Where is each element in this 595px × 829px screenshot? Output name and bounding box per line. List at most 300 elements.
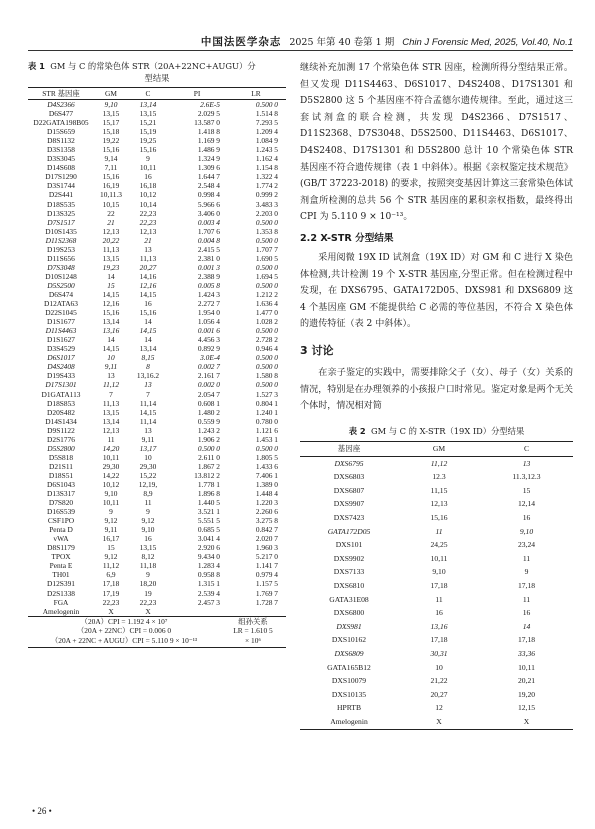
cell-gm: 10 [435,662,443,672]
cell-lr: 0.500 0 [255,443,278,453]
table-row [28,498,286,507]
cell-lr: 1.707 7 [255,244,278,254]
cell-locus: DXS9907 [333,499,365,509]
cell-pi: 1.867 2 [197,461,220,471]
lr-value: LR = 1.610 5 [233,626,273,636]
cell-lr: 1.805 5 [255,452,278,462]
table2-col-c: C [480,441,573,456]
cell-gm: 15 [107,280,115,290]
table1-footer-lr [220,617,286,646]
cell-locus: D20S482 [47,407,75,417]
cell-pi: 2.920 6 [197,543,220,553]
table-row [300,674,573,688]
cell-locus: D3S3045 [47,154,75,164]
cell-locus: GATA172D05 [327,526,371,536]
cell-locus: D1GATA113 [41,389,81,399]
cell-c: 8,12 [141,552,155,562]
cell-lr: 1.028 2 [255,317,278,327]
cell-gm: 16,19 [102,181,120,191]
cell-locus: D1S1627 [47,335,75,345]
cell-pi: 0.002 7 [197,362,220,372]
cell-gm: 9,11 [104,525,118,535]
cell-gm: 11,12 [102,380,120,390]
cell-c: 7 [146,389,150,399]
table1-col-gm: GM [94,88,128,100]
cell-pi: 4.456 3 [197,335,220,345]
cell-pi: 0.958 8 [197,570,220,580]
cell-gm: X [398,715,480,729]
cell-locus: D18S535 [47,199,75,209]
table-row [300,565,573,579]
table2-label: 表 2 [348,425,366,436]
cell-locus: D16S539 [47,507,75,517]
cell-c: 19 [144,588,152,598]
cell-locus: D4S2408 [47,362,75,372]
table-row [300,620,573,634]
table-row [300,661,573,675]
cell-locus: DXS6809 [334,649,364,658]
cell-locus: DXS6807 [333,485,365,495]
cell-locus: D19S253 [47,244,75,254]
table1-col-c: C [128,88,168,100]
cell-c: 9,10 [141,525,155,535]
cell-lr: 0.500 0 [255,362,278,372]
cell-lr: 1.448 4 [255,489,278,499]
cell-lr: 1.728 7 [255,597,278,607]
cell-pi: 2.388 9 [197,271,220,281]
table-row [28,317,286,326]
cell-locus: D7S3048 [47,262,75,272]
cell-c: 15,16 [139,145,157,155]
cell-locus: D1S1677 [47,317,75,327]
table1-body [28,100,286,617]
cell-gm: 11 [107,434,115,444]
cell-gm: 15,16 [102,145,120,155]
cell-locus: Penta D [49,525,73,535]
cell-lr: 0.979 4 [255,570,278,580]
cell-c: 13,15 [139,109,157,119]
table-row [300,606,573,620]
cell-lr: 1.243 5 [255,145,278,155]
table-row [28,471,286,480]
cell-c: 13,14 [139,100,157,109]
cell-pi: 1.315 1 [197,579,220,589]
cell-lr: 0.842 7 [255,525,278,535]
table-row [300,497,573,511]
cell-c: 11 [522,553,531,563]
table-row [28,344,286,353]
table-row [300,484,573,498]
table-row [28,570,286,579]
cell-gm: 14 [107,335,115,345]
table-row [28,136,286,145]
cell-c: 8,9 [143,489,153,499]
table1-caption-text: GM 与 C 的常染色体 STR（20A+22NC+AUGU）分 [50,61,256,71]
table-row [28,543,286,552]
cell-pi: 1.896 8 [197,489,220,499]
table-row [28,534,286,543]
cell-locus: DXS10162 [331,635,367,645]
table-row [28,172,286,181]
cell-c: 13,15 [139,543,157,553]
cell-locus: GATA165B12 [327,662,371,672]
table-row [28,426,286,435]
cell-gm: 12,13 [102,226,120,236]
table-row [28,561,286,570]
cell-gm: 6,9 [106,570,116,580]
subsection-heading-x-str: 2.2 X-STR 分型结果 [300,232,394,244]
table-row [300,633,573,647]
cell-locus: DXS7133 [333,567,365,577]
table-row [300,456,573,470]
cell-locus: D6S477 [48,109,74,119]
table-row [28,589,286,598]
cell-locus: D11S4463 [45,326,77,336]
cell-c: 33,36 [517,649,536,658]
cell-c: 16 [144,534,152,544]
cell-lr: 1.690 5 [255,253,278,263]
cell-gm: 10,11 [430,553,448,563]
table-row [28,371,286,380]
cell-c: 12,19, [138,479,158,489]
cell-lr: 1.157 5 [255,579,278,589]
table-row [28,399,286,408]
cell-c: X [128,607,168,617]
cell-locus: DXS101 [335,540,363,550]
cell-lr: 7.293 5 [255,118,278,128]
cell-gm: 19,22 [102,136,120,146]
table-row [28,290,286,299]
cell-c: 23,24 [517,540,536,550]
cell-gm: 9,12 [104,552,118,562]
cell-c: 10,12 [139,190,157,200]
table2-body [300,456,573,729]
cell-locus: D10S1248 [45,271,77,281]
table-row [28,308,286,317]
cell-c: 14,15 [139,407,157,417]
table-row [28,245,286,254]
cell-locus: FGA [53,597,69,607]
cell-c: 14,15 [139,289,157,299]
issue-cn: 2025 年第 40 卷第 1 期 [289,37,395,48]
cell-lr: 1.514 8 [255,109,278,119]
table-row [28,444,286,453]
cell-lr: 0.946 4 [255,344,278,354]
cell-c: 29,30 [139,461,157,471]
cell-lr: 5.217 0 [255,552,278,562]
cell-lr: 1.322 4 [255,172,278,182]
table2-caption [300,425,573,437]
table-row [28,127,286,136]
table1-footer-cpi [28,617,220,646]
cell-gm: 16,17 [102,534,120,544]
cell-c: 17,18 [517,635,536,645]
cell-c: 13,17 [139,443,157,453]
cell-lr: 1.477 0 [255,308,278,318]
cell-locus: D7S1517 [47,217,75,227]
cell-c: 8 [146,362,150,372]
cell-c: 12,14 [517,499,536,509]
cpi-20a-22nc: （20A + 22NC）CPI = 0.006 0 [76,626,172,636]
cell-locus: Penta E [49,561,73,571]
cell-locus: D21S11 [49,461,73,471]
cell-lr: 2.260 6 [255,507,278,517]
cell-lr: 0.500 0 [255,326,278,336]
cell-lr: 1.389 0 [255,479,278,489]
table-row [28,552,286,561]
cell-gm: 13,15 [102,407,120,417]
section-heading-discussion: 3 讨论 [300,343,334,357]
cell-lr: 3.275 8 [255,516,278,526]
cell-c: 11,14 [139,398,157,408]
cell-c: 21 [144,235,152,245]
cell-gm: 9,14 [104,154,118,164]
cell-lr: 0.500 0 [255,235,278,245]
cell-pi: 0.005 8 [197,280,220,290]
cell-pi: 0.002 0 [197,380,220,390]
cell-pi: 0.559 9 [197,416,220,426]
table-row [28,236,286,245]
cell-gm: 16 [435,608,443,618]
cell-c: 12,16 [139,280,157,290]
cell-gm: 7,11 [104,163,118,173]
cell-locus: DXS6800 [333,608,365,618]
cell-pi: 3.0E-4 [200,353,220,363]
cell-lr: 2.203 0 [255,208,278,218]
cell-c: 14,16 [139,271,157,281]
cell-gm: 14,15 [102,289,120,299]
cell-c: 20,27 [139,262,157,272]
cell-pi: 2.539 4 [197,588,220,598]
cell-c: 11,13 [139,253,157,263]
cell-pi: 1.056 4 [197,317,220,327]
cell-pi: 13.812 2 [194,470,220,480]
cell-lr: 1.353 8 [255,226,278,236]
cell-lr: 0.999 2 [255,190,278,200]
cell-c: 9,12 [141,516,155,526]
cell-locus: D10S1435 [45,226,77,236]
cell-locus: DXS6803 [333,472,365,482]
cell-pi: 3.521 1 [197,507,220,517]
cell-c: 17,18 [517,581,536,591]
cell-pi: 1.418 8 [197,127,220,137]
cell-c: 10,14 [139,199,157,209]
table2-caption-text: GM 与 C 的 X-STR（19X ID）分型结果 [370,425,525,436]
cell-c: 19,25 [139,136,157,146]
table-row [28,525,286,534]
cell-gm: 17,19 [102,588,120,598]
cell-pi: 0.001 6 [197,326,220,336]
cell-gm: 13,16 [430,621,448,631]
table-row [28,579,286,588]
cell-gm: 11,13 [102,244,120,254]
cell-pi: 2.457 3 [197,597,220,607]
cell-pi: 2.272 7 [197,299,220,309]
table-row [28,190,286,199]
cell-lr: 1.580 8 [255,371,278,381]
cell-lr: 1.240 1 [255,407,278,417]
cell-gm: 9,10 [104,489,118,499]
table-row [300,688,573,702]
cell-pi: 1.169 9 [197,136,220,146]
cell-lr: 3.483 3 [255,199,278,209]
table1-footer [28,617,286,649]
cell-locus: D3S4529 [47,344,75,354]
cell-pi: 0.608 1 [197,398,220,408]
cell-c: 9 [146,570,150,580]
cell-locus: DXS6795 [334,458,364,468]
cell-pi: 0.892 9 [197,344,220,354]
cell-locus: D12S391 [47,579,75,589]
cell-c: 14 [144,317,152,327]
cell-lr: 0.500 0 [255,217,278,227]
cell-lr: 1.162 4 [255,154,278,164]
cell-pi: 1.424 3 [197,289,220,299]
cell-pi: 1.778 1 [197,479,220,489]
cell-gm: 9,10 [104,100,118,109]
cell-locus: DXS6810 [333,581,365,591]
table-row [28,218,286,227]
paragraph-discussion: 在亲子鉴定的实践中，需要排除父子（女）、母子（女）关系的情况，特别是在办理领养的小孩报户口时常见。鉴定对象是两个无关个体时，情况相对简 [300,367,573,412]
cell-gm: 13,15 [102,253,120,263]
cell-gm: 9,10 [432,567,446,577]
cell-pi: 2.029 5 [197,109,220,119]
table-row [28,607,286,617]
cell-c: 13 [144,380,152,390]
cell-locus: D13S325 [47,208,75,218]
cell-lr: 1.769 7 [255,588,278,598]
cell-c: 8,15 [141,353,155,363]
cell-c: 9 [146,154,150,164]
cell-pi: 5.551 5 [197,516,220,526]
cell-c: 11 [144,498,152,508]
table1-header-row [28,88,286,100]
cell-lr: 1.433 6 [255,461,278,471]
cell-pi: 1.324 9 [197,154,220,164]
table1 [28,87,286,617]
cell-gm: 11,15 [430,485,448,495]
table-row [28,380,286,389]
paragraph-continued: 继续补充加测 17 个常染色体 STR 因座，检测所得分型结果正常。但又发现 D11S4463、D6S1017、D4S2408、D17S1301 和 D5S2800 这 5 个基因座不符合孟德尔遗传规律。至此，通过这三套试剂盒的联合检测，共发现 D4S2366、D7S1517、D11S2368、D7S3048、D5S2500、D11S4463、D6S1017、D4S2408、D17S1301 和 D5S2800 总计 10 个常染色体 STR 基因座不符合遗传规律（表 1 中斜体）。根据《亲权鉴定技术规范》(GB/T 37223-2018) 的要求，按照突变基因计算这三套常染色体试剂盒所检测的总共 56 个 STR 基因座的累积亲权指数，最终得出 CPI 为 5.110 9 × 10⁻¹³。 [300,63,573,223]
cell-locus: D6S474 [48,289,74,299]
cell-pi: 1.480 2 [197,407,220,417]
cell-lr: 0.500 0 [255,280,278,290]
cell-c: 15,21 [139,118,157,128]
cell-locus: D8S1179 [47,543,75,553]
table-row [300,470,573,484]
cell-gm: 12,13 [430,499,448,509]
cell-c: 16,18 [139,181,157,191]
cell-gm: 11 [435,594,443,604]
cell-pi: 0.500 0 [197,443,220,453]
cell-c: 18,20 [139,579,157,589]
cell-c: 15,16 [139,308,157,318]
cell-c: 15,22 [139,470,157,480]
cell-pi: 0.004 8 [197,235,220,245]
header-rule [28,50,573,51]
cell-gm: 12 [435,703,443,713]
cell-locus: CSF1PO [47,516,75,526]
table-row [300,538,573,552]
cell-gm: 21,22 [430,676,448,686]
cell-gm: 13,14 [102,416,120,426]
table-row [28,254,286,263]
cell-c: 14 [144,335,152,345]
table-row [28,435,286,444]
cell-gm: 13 [107,371,115,381]
table1-caption [28,60,286,84]
cell-c: 14 [522,621,531,631]
cell-lr: 1.694 5 [255,271,278,281]
cell-pi: 2.611 0 [198,452,220,462]
table-row [300,647,573,661]
cell-locus: GATA31E08 [329,594,369,604]
cell-locus: D22GATA198B05 [33,118,89,128]
table-row [28,326,286,335]
cell-gm: 22,23 [102,597,120,607]
cell-gm: 15 [107,543,115,553]
cell-pi: 1.440 5 [197,498,220,508]
cell-gm: 13,15 [102,109,120,119]
table-row [28,598,286,607]
cell-gm: 20,22 [102,235,120,245]
cell-c: 20,21 [517,676,536,686]
cell-gm: 10,12 [102,479,120,489]
table-row [28,453,286,462]
table-row [28,163,286,172]
cell-c: 9 [146,507,150,517]
cell-pi: 1.486 9 [197,145,220,155]
cell-locus: D2S1338 [47,588,75,598]
cell-c: 22,23 [139,597,157,607]
cell-c: 13,16.2 [136,371,160,381]
cell-pi: 2.548 4 [197,181,220,191]
cell-c: 10 [144,452,152,462]
cell-gm: 12.3 [432,472,446,482]
cell-lr: 0.500 0 [255,262,278,272]
cell-gm: 15,18 [102,127,120,137]
cell-locus: DXS9902 [333,553,365,563]
cell-locus: D6S1017 [47,353,75,363]
cell-gm: 30,31 [430,649,448,658]
cell-lr: 0.500 0 [255,380,278,390]
cell-pi: 2.6E-5 [200,100,220,109]
table-row [28,109,286,118]
table-row [28,145,286,154]
cell-locus: Amelogenin [28,607,94,617]
cell-pi: 2.381 0 [197,253,220,263]
cpi-all: （20A + 22NC + AUGU）CPI = 5.110 9 × 10⁻¹³ [50,635,198,645]
cell-c: 9,11 [141,434,155,444]
cell-locus: D15S659 [47,127,75,137]
table-row [28,200,286,209]
table-row [28,263,286,272]
cell-lr: 7.406 1 [255,470,278,480]
page-number: • 26 • [32,806,52,816]
table2-col-locus: 基因座 [300,441,398,456]
cell-gm: 15,16 [430,513,448,523]
cell-c: 13,14 [139,344,157,354]
cell-lr: 2.728 2 [255,335,278,345]
cell-gm: 15,17 [102,118,120,128]
cell-pi: 0.998 4 [197,190,220,200]
right-column [300,60,573,730]
cell-pi: 9.434 0 [197,552,220,562]
cell-locus: D22S1045 [45,308,77,318]
cell-gm: 10,11 [102,452,120,462]
cell-c: 12,13 [139,226,157,236]
cell-locus: D4S2366 [47,100,75,109]
